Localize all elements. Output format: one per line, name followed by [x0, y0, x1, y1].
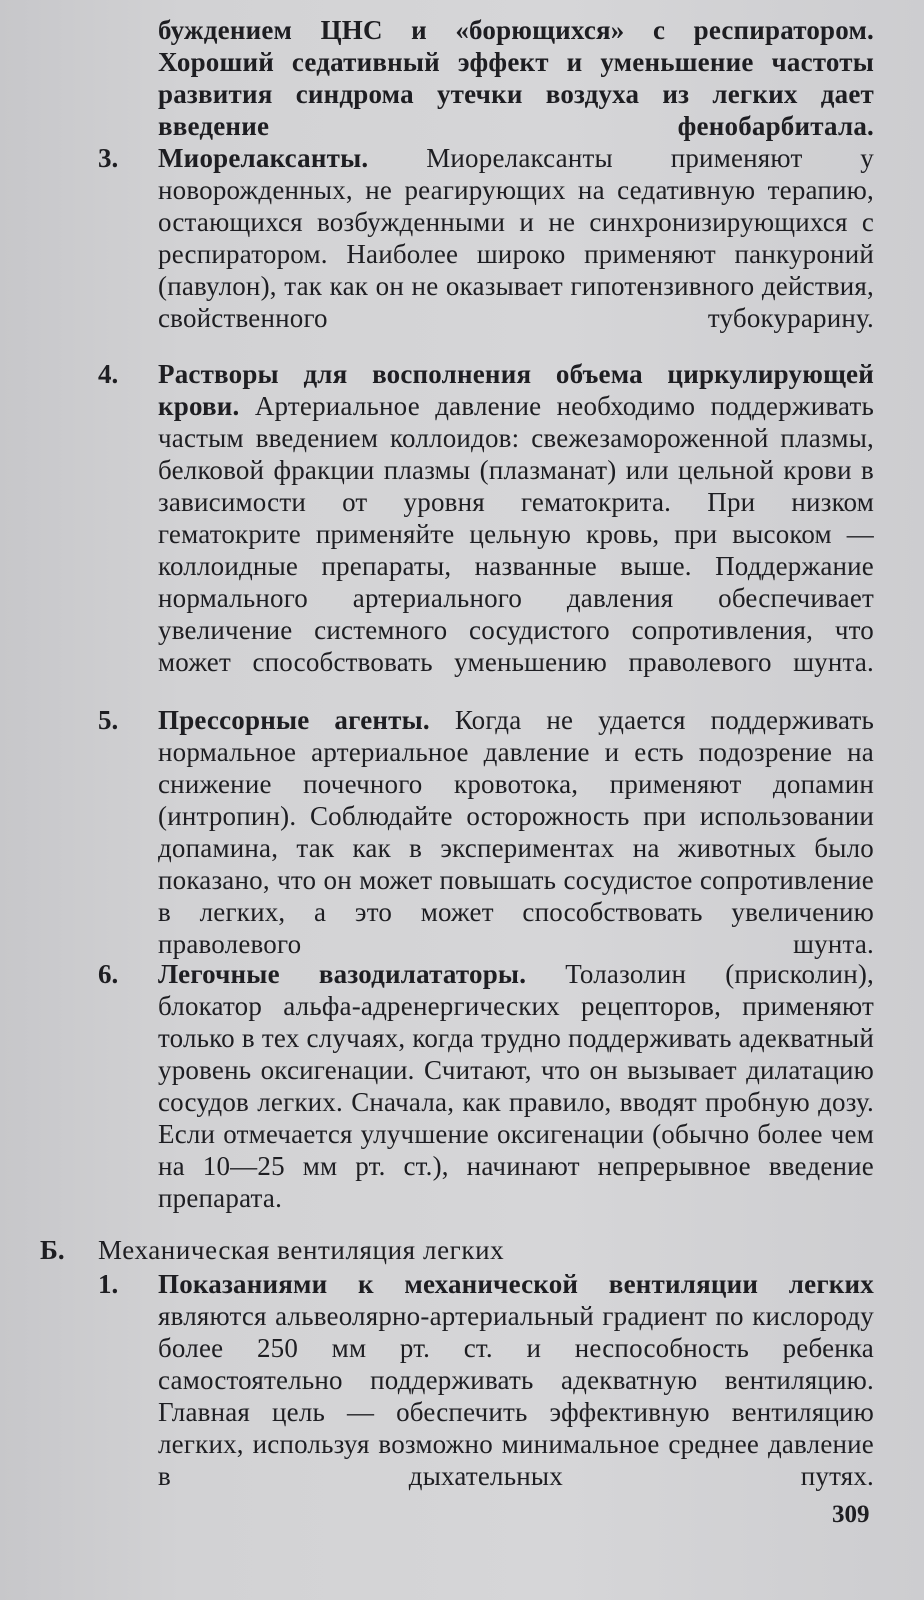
item-title: Растворы для восполнения объема циркулирующей крови.: [158, 359, 874, 421]
page-number: 309: [832, 1501, 870, 1528]
list-item: [158, 1268, 874, 1492]
item-body: Толазолин (присколин), блокатор альфа-адренергических рецепторов, применяют только в тех случаях, когда трудно поддерживать адекватный уровень оксигенации. Считают, что он вызывает дилатацию сосудов легких. Сначала, как правило, вводят пробную дозу. Если отмечается улучшение оксигенации (обычно более чем на 10—25 мм рт. ст.), начинают непрерывное введение препарата.: [158, 959, 875, 1213]
list-item: [158, 704, 874, 960]
section-heading: Механическая вентиляция легких: [98, 1235, 505, 1265]
item-body: Миорелаксанты применяют у новорожденных, не реагирующих на седативную терапию, остающихся возбужденными и не синхронизирующихся с респиратором. Наиболее широко применяют панкуроний (павулон), так как он не оказывает гипотензивного действия, свойственного тубокурарину.: [158, 143, 874, 333]
item-title: Прессорные агенты.: [158, 705, 430, 735]
item-body: являются альвеолярно-артериальный градиент по кислороду более 250 мм рт. ст. и неспособность ребенка самостоятельно поддерживать адекватную вентиляцию. Главная цель — обеспечить эффективную вентиляцию легких, используя возможно минимальное среднее давление в дыхательных путях.: [158, 1301, 874, 1491]
list-item: [158, 142, 874, 334]
continuation-paragraph: буждением ЦНС и «борющихся» с респиратором. Хороший седативный эффект и уменьшение частоты развития синдрома утечки воздуха из легких дает введение фенобарбитала.: [158, 15, 874, 141]
list-item: [158, 358, 874, 678]
item-body: Когда не удается поддерживать нормальное артериальное давление и есть подозрение на снижение почечного кровотока, применяют допамин (интропин). Соблюдайте осторожность при использовании допамина, так как в экспериментах на животных было показано, что он может повышать сосудистое сопротивление в легких, а это может способствовать увеличению праволевого шунта.: [158, 705, 874, 959]
item-number: 3.: [98, 143, 119, 173]
item-title: Легочные вазодилататоры.: [158, 959, 527, 989]
list-item: [158, 958, 874, 1214]
item-title: Показаниями к механической вентиляции легких: [158, 1269, 874, 1299]
item-number: 5.: [98, 705, 119, 735]
section-letter: Б.: [40, 1235, 65, 1265]
item-number: 1.: [98, 1269, 119, 1299]
item-title: Миорелаксанты.: [158, 143, 369, 173]
item-number: 4.: [98, 359, 119, 389]
item-body: Артериальное давление необходимо поддерживать частым введением коллоидов: свежезамороженной плазмы, белковой фракции плазмы (плазманат) или цельной крови в зависимости от уровня гематокрита. При низком гематокрите применяйте цельную кровь, при высоком — коллоидные препараты, названные выше. Поддержание нормального артериального давления обеспечивает увеличение системного сосудистого сопротивления, что может способствовать уменьшению праволевого шунта.: [158, 391, 874, 677]
item-number: 6.: [98, 959, 119, 989]
